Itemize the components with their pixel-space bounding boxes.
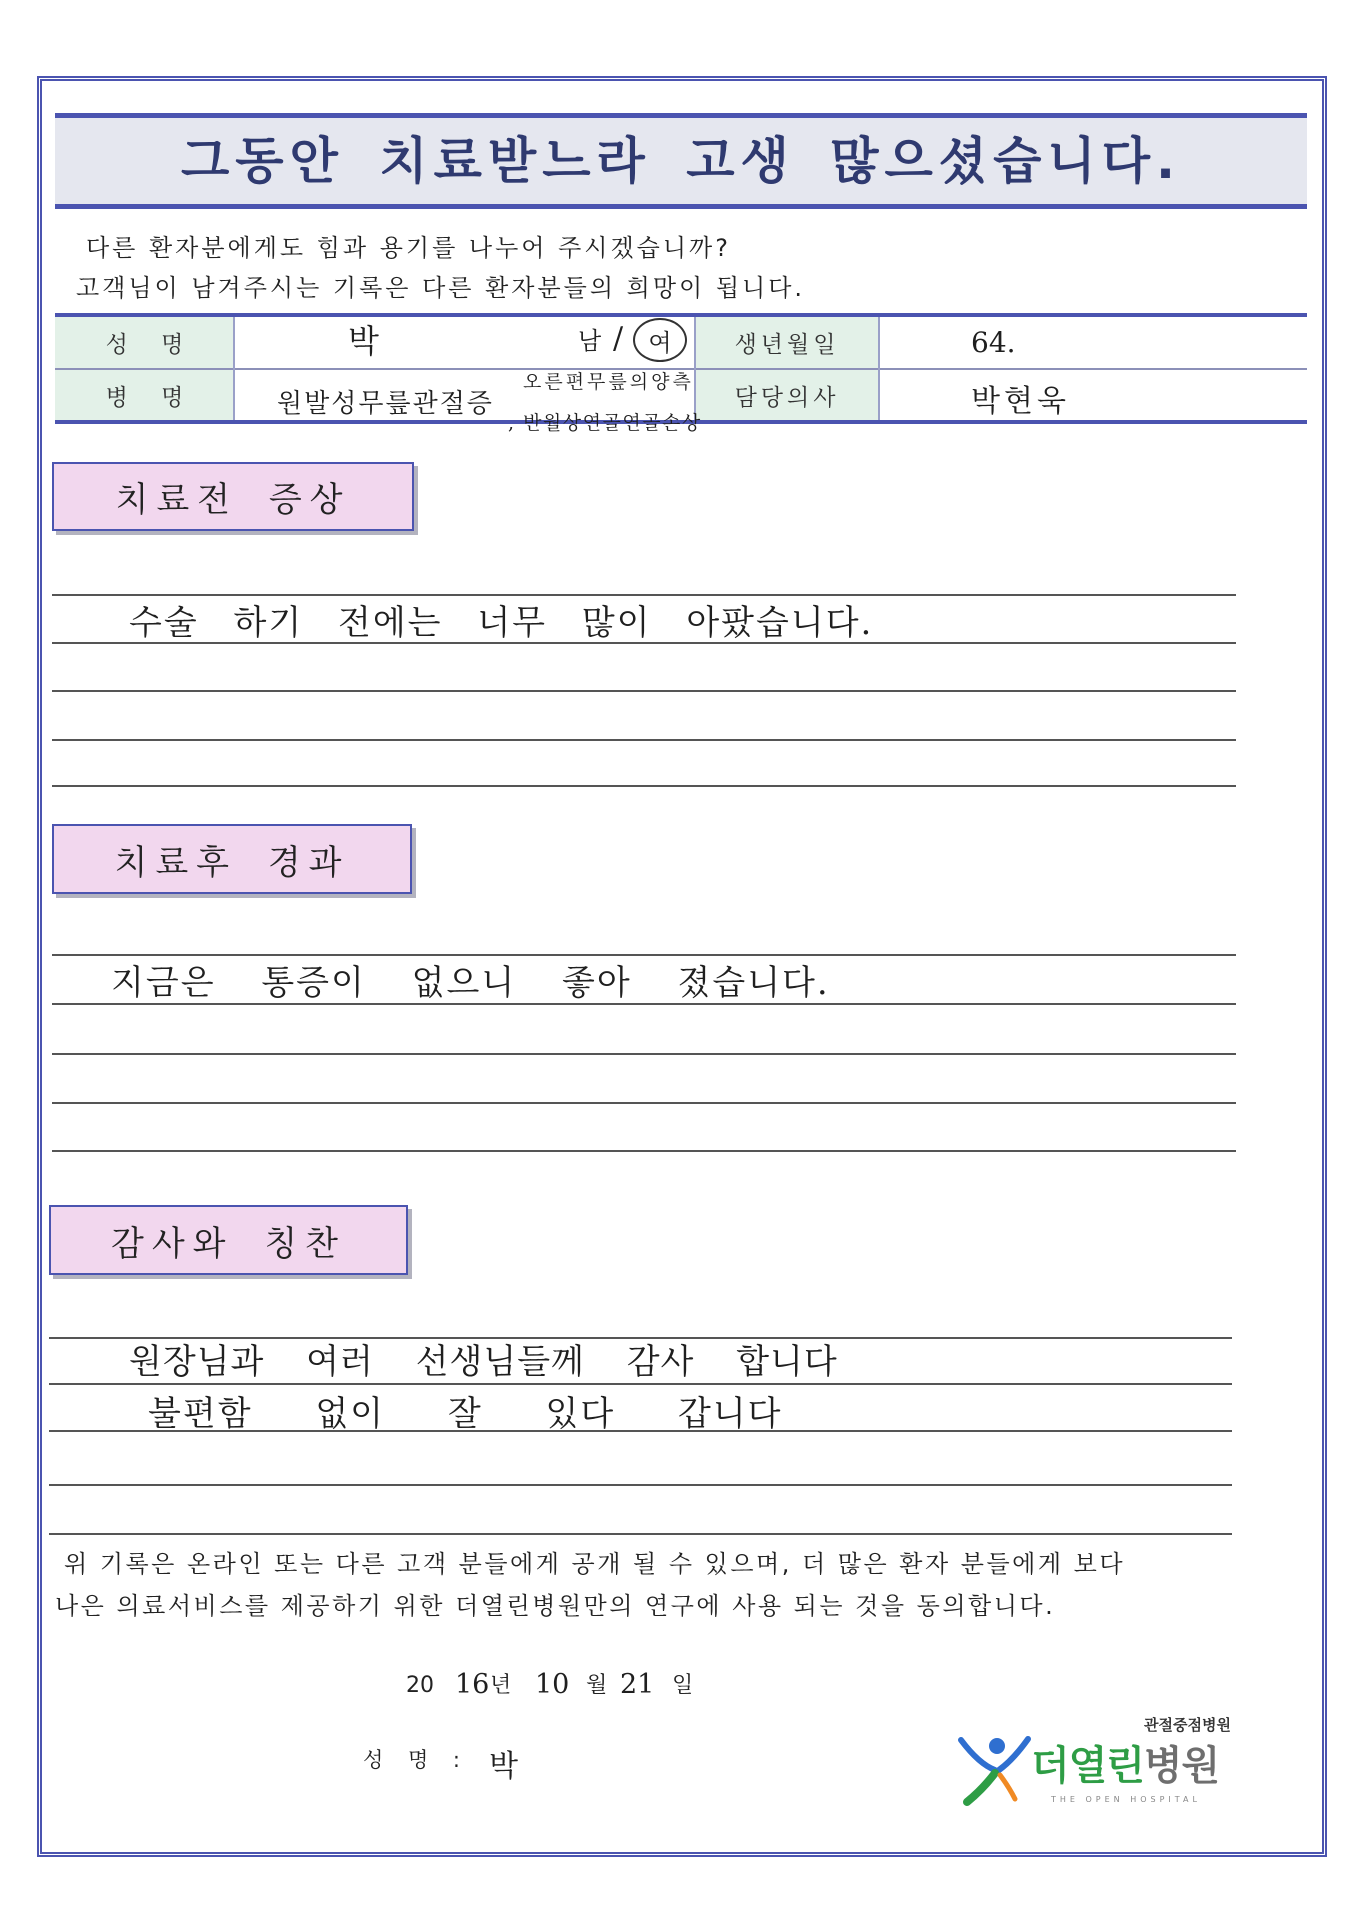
doctor-value: 박현욱 <box>971 384 1070 419</box>
page-title: 그동안 치료받느라 고생 많으셨습니다. <box>180 132 1181 190</box>
ruled-line <box>52 690 1236 692</box>
date-year-unit: 년 <box>490 1673 512 1698</box>
ruled-line <box>52 1102 1236 1104</box>
entry-thanks-1: 원장님과 여러 선생님들께 감사 합니다 <box>129 1342 838 1382</box>
logo-category: 관절중점병원 <box>1144 1716 1231 1734</box>
section-heading-before-treatment <box>52 462 414 531</box>
intro-line-2: 고객님이 남겨주시는 기록은 다른 환자분들의 희망이 됩니다. <box>76 274 806 302</box>
gender-selection-circle <box>633 318 687 362</box>
section-heading-thanks <box>49 1205 408 1275</box>
ruled-line <box>49 1484 1232 1486</box>
intro-line-1: 다른 환자분에게도 힘과 용기를 나누어 주시겠습니까? <box>86 234 731 262</box>
section-heading-text: 치료후 경과 <box>114 842 350 883</box>
date-month: 10 <box>535 1669 570 1700</box>
date-century: 20 <box>406 1673 434 1698</box>
ruled-line <box>52 1150 1236 1152</box>
doctor-label: 담당의사 <box>695 370 879 420</box>
logo-wordmark <box>1031 1743 1220 1789</box>
gender-male: 남 <box>578 327 602 355</box>
diagnosis-line-3: , 반월상연골연골손상 <box>508 412 702 434</box>
consent-line-2: 나은 의료서비스를 제공하기 위한 더열린병원만의 연구에 사용 되는 것을 동의합니다. <box>55 1592 1056 1620</box>
birth-label: 생년월일 <box>695 317 879 368</box>
entry-after-treatment: 지금은 통증이 없으니 좋아 졌습니다. <box>111 963 830 1003</box>
ruled-line <box>52 1003 1236 1005</box>
logo-name-primary: 더열린 <box>1031 1743 1144 1789</box>
table-col-divider <box>878 317 880 420</box>
section-heading-text: 감사와 칭찬 <box>110 1223 347 1264</box>
date-month-unit: 월 <box>586 1673 608 1698</box>
date-day-unit: 일 <box>672 1673 694 1698</box>
ruled-line <box>52 785 1236 787</box>
logo-name-secondary: 병원 <box>1143 1743 1220 1789</box>
section-heading-after-treatment <box>52 824 412 894</box>
title-banner <box>55 113 1307 209</box>
consent-line-1: 위 기록은 온라인 또는 다른 고객 분들에게 공개 될 수 있으며, 더 많은 환자 분들에게 보다 <box>64 1550 1125 1578</box>
table-col-divider <box>694 317 696 420</box>
ruled-line <box>49 1533 1232 1535</box>
gender-female: 여 <box>648 328 672 357</box>
section-heading-text: 치료전 증상 <box>115 480 351 520</box>
entry-thanks-2: 불편함 없이 잘 있다 갑니다 <box>148 1394 783 1434</box>
table-col-divider <box>233 317 235 420</box>
name-label: 성 명 <box>55 317 234 368</box>
birth-value: 64. <box>971 326 1016 359</box>
diagnosis-line-1: 원발성무릎관절증 <box>277 389 494 419</box>
ruled-line <box>49 1383 1232 1385</box>
signature-value: 박 <box>489 1749 518 1784</box>
entry-before-treatment: 수술 하기 전에는 너무 많이 아팠습니다. <box>129 603 874 643</box>
name-value: 박 <box>348 322 379 360</box>
diagnosis-line-2: 오른편무릎의양측 <box>523 371 694 393</box>
hospital-figure-icon <box>957 1734 1033 1808</box>
ruled-line <box>52 954 1236 956</box>
ruled-line <box>52 594 1236 596</box>
table-row-divider <box>55 368 1307 370</box>
date-day: 21 <box>620 1669 655 1700</box>
ruled-line <box>49 1337 1232 1339</box>
date-year: 16 <box>455 1669 490 1700</box>
ruled-line <box>52 739 1236 741</box>
gender-separator: / <box>613 321 624 356</box>
signature-label: 성 명 : <box>363 1748 466 1772</box>
ruled-line <box>52 1053 1236 1055</box>
diagnosis-label: 병 명 <box>55 370 234 420</box>
patient-info-table <box>55 313 1307 434</box>
logo-english: THE OPEN HOSPITAL <box>1051 1795 1201 1804</box>
